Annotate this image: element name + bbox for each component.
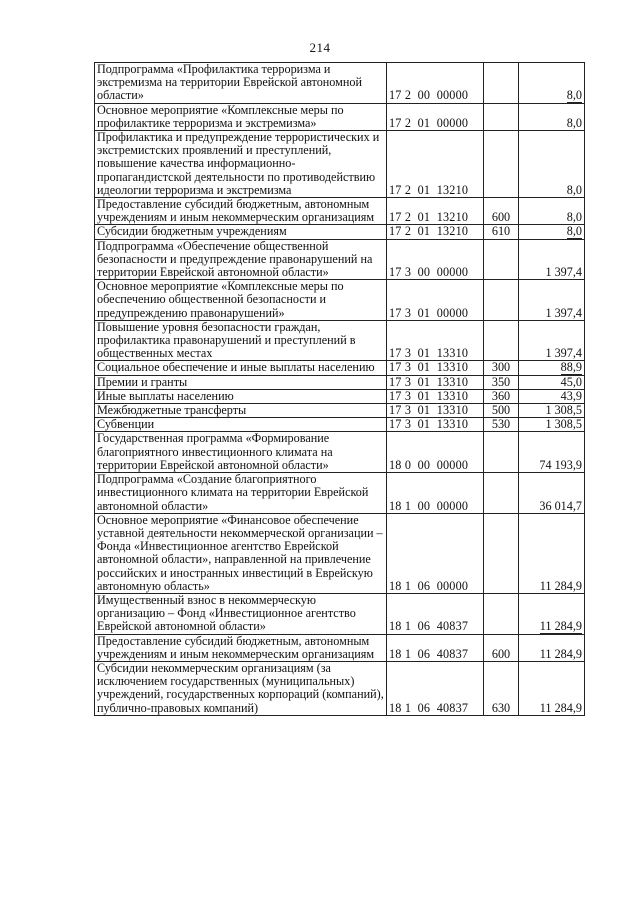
row-code-text: 17 2 01 00000 — [389, 115, 469, 130]
table-row — [95, 661, 585, 715]
row-name-cell — [95, 661, 387, 715]
row-amount-cell — [519, 63, 585, 104]
table-row — [95, 239, 585, 280]
row-expense-type-cell — [484, 361, 519, 375]
row-expense-type-cell — [484, 239, 519, 280]
row-amount-cell — [519, 131, 585, 198]
row-expense-type-cell — [484, 280, 519, 321]
row-code-cell — [387, 473, 484, 514]
row-name-cell — [95, 513, 387, 593]
row-amount-text: 11 284,9 — [539, 619, 582, 634]
row-code-cell — [387, 513, 484, 593]
row-code-cell — [387, 432, 484, 473]
row-amount-text: 1 397,4 — [545, 265, 582, 280]
row-code-text: 17 3 01 13310 — [389, 403, 469, 418]
row-amount-text: 8,0 — [566, 224, 582, 239]
row-amount-cell — [519, 103, 585, 130]
row-code-text: 17 2 01 13210 — [389, 210, 469, 225]
table-row — [95, 280, 585, 321]
page-number: 214 — [309, 40, 331, 55]
row-code-text: 17 3 01 13310 — [389, 360, 469, 375]
row-code-cell — [387, 280, 484, 321]
row-code-text: 17 3 01 13310 — [389, 346, 469, 361]
row-amount-cell — [519, 375, 585, 389]
row-expense-type-cell — [484, 404, 519, 418]
row-name-text: Подпрограмма «Создание благоприятного инвестиционного климата на территории Еврейской автономной области» — [97, 472, 369, 513]
table-row — [95, 103, 585, 130]
row-code-cell — [387, 225, 484, 239]
row-amount-text: 43,9 — [560, 388, 582, 403]
row-code-cell — [387, 63, 484, 104]
row-amount-cell — [519, 320, 585, 361]
table-row — [95, 389, 585, 403]
row-amount-cell — [519, 404, 585, 418]
row-name-cell — [95, 375, 387, 389]
row-amount-text: 74 193,9 — [539, 457, 582, 472]
table-row — [95, 131, 585, 198]
row-code-text: 17 3 01 13310 — [389, 417, 469, 432]
row-amount-cell — [519, 432, 585, 473]
row-expense-type-cell — [484, 103, 519, 130]
row-name-text: Повышение уровня безопасности граждан, профилактика правонарушений и преступлений в общественных местах — [97, 319, 356, 361]
row-name-cell — [95, 404, 387, 418]
row-name-text: Социальное обеспечение и иные выплаты населению — [97, 360, 375, 375]
row-name-text: Подпрограмма «Профилактика терроризма и экстремизма на территории Еврейской автономной области» — [97, 62, 363, 103]
row-amount-text: 11 284,9 — [539, 700, 582, 715]
row-code-cell — [387, 320, 484, 361]
row-name-text: Профилактика и предупреждение террористических и экстремистских проявлений и преступлений, повышение качества информационно-пропагандистской деятельности по противодействию идеологии терроризма и экстремизма — [97, 130, 380, 197]
row-name-cell — [95, 280, 387, 321]
table-row — [95, 513, 585, 593]
row-amount-cell — [519, 593, 585, 634]
row-expense-type-text: 600 — [491, 646, 511, 661]
row-expense-type-cell — [484, 661, 519, 715]
row-expense-type-text: 350 — [491, 374, 511, 389]
row-code-cell — [387, 103, 484, 130]
table-row — [95, 63, 585, 104]
row-code-text: 17 3 00 00000 — [389, 265, 469, 280]
row-amount-cell — [519, 389, 585, 403]
row-expense-type-cell — [484, 320, 519, 361]
row-code-text: 17 2 01 13210 — [389, 224, 469, 239]
row-name-cell — [95, 389, 387, 403]
row-code-text: 18 0 00 00000 — [389, 457, 469, 472]
row-code-cell — [387, 418, 484, 432]
row-code-text: 18 1 06 40837 — [389, 619, 469, 634]
row-name-text: Предоставление субсидий бюджетным, автономным учреждениям и иным некоммерческим организациям — [97, 633, 375, 661]
row-name-cell — [95, 198, 387, 225]
row-code-cell — [387, 593, 484, 634]
table-row — [95, 473, 585, 514]
row-amount-text: 8,0 — [566, 182, 582, 197]
table-row — [95, 593, 585, 634]
row-amount-text: 1 397,4 — [545, 305, 582, 320]
row-name-cell — [95, 432, 387, 473]
row-code-cell — [387, 404, 484, 418]
row-expense-type-cell — [484, 593, 519, 634]
row-expense-type-cell — [484, 375, 519, 389]
row-expense-type-cell — [484, 418, 519, 432]
table-row — [95, 225, 585, 239]
row-name-text: Премии и гранты — [97, 374, 188, 389]
row-name-text: Межбюджетные трансферты — [97, 403, 247, 418]
row-name-cell — [95, 239, 387, 280]
row-code-cell — [387, 198, 484, 225]
row-code-text: 18 1 06 40837 — [389, 700, 469, 715]
row-amount-text: 1 308,5 — [545, 417, 582, 432]
row-name-text: Основное мероприятие «Комплексные меры по профилактике терроризма и экстремизма» — [97, 102, 344, 130]
row-expense-type-text: 500 — [491, 403, 511, 418]
row-name-cell — [95, 473, 387, 514]
row-amount-text: 88,9 — [560, 360, 582, 375]
row-amount-text: 1 308,5 — [545, 403, 582, 418]
row-amount-text: 8,0 — [566, 210, 582, 225]
table-row — [95, 404, 585, 418]
table-row — [95, 198, 585, 225]
row-expense-type-text: 600 — [491, 210, 511, 225]
row-name-text: Предоставление субсидий бюджетным, автономным учреждениям и иным некоммерческим организациям — [97, 197, 375, 225]
row-amount-cell — [519, 225, 585, 239]
row-amount-cell — [519, 239, 585, 280]
row-amount-text: 1 397,4 — [545, 346, 582, 361]
row-name-text: Государственная программа «Формирование благоприятного инвестиционного климата на территории Еврейской автономной области» — [97, 431, 333, 472]
budget-table-body — [95, 63, 585, 716]
row-amount-text: 36 014,7 — [539, 498, 582, 513]
row-amount-cell — [519, 418, 585, 432]
row-expense-type-text: 630 — [491, 700, 511, 715]
row-amount-text: 45,0 — [560, 374, 582, 389]
table-row — [95, 432, 585, 473]
row-expense-type-text: 610 — [491, 224, 511, 239]
row-amount-text: 11 284,9 — [539, 578, 582, 593]
row-expense-type-cell — [484, 198, 519, 225]
row-name-cell — [95, 225, 387, 239]
row-name-text: Основное мероприятие «Комплексные меры по обеспечению общественной безопасности и предупреждению правонарушений» — [97, 279, 344, 320]
row-amount-cell — [519, 198, 585, 225]
row-name-cell — [95, 103, 387, 130]
row-expense-type-cell — [484, 513, 519, 593]
row-expense-type-cell — [484, 473, 519, 514]
row-name-cell — [95, 63, 387, 104]
row-expense-type-cell — [484, 432, 519, 473]
row-name-text: Иные выплаты населению — [97, 388, 234, 403]
row-name-text: Субсидии некоммерческим организациям (за исключением государственных (муниципальных) учреждений, государственных корпораций (компаний), публично-правовых компаний) — [97, 660, 384, 715]
row-expense-type-text: 360 — [491, 388, 511, 403]
row-amount-cell — [519, 634, 585, 661]
row-name-text: Субвенции — [97, 417, 155, 432]
row-amount-cell — [519, 361, 585, 375]
row-code-cell — [387, 361, 484, 375]
row-name-cell — [95, 418, 387, 432]
row-expense-type-text: 530 — [491, 417, 511, 432]
row-code-cell — [387, 634, 484, 661]
row-name-cell — [95, 634, 387, 661]
budget-table — [94, 62, 585, 716]
row-expense-type-cell — [484, 63, 519, 104]
row-expense-type-cell — [484, 389, 519, 403]
row-code-text: 18 1 06 00000 — [389, 578, 469, 593]
row-code-cell — [387, 375, 484, 389]
row-name-text: Субсидии бюджетным учреждениям — [97, 224, 287, 239]
row-expense-type-cell — [484, 131, 519, 198]
row-code-text: 17 2 01 13210 — [389, 182, 469, 197]
table-row — [95, 418, 585, 432]
row-name-text: Основное мероприятие «Финансовое обеспечение уставной деятельности некоммерческой организации – Фонда «Инвестиционное агентство Еврейской автономной области», направленной на привлечение российских и иностранных инвестиций в Еврейскую автономную область» — [97, 512, 383, 593]
row-code-text: 17 2 00 00000 — [389, 88, 469, 103]
row-name-text: Подпрограмма «Обеспечение общественной безопасности и предупреждение правонарушений на территории Еврейской автономной области» — [97, 238, 373, 280]
row-amount-cell — [519, 513, 585, 593]
row-code-text: 17 3 01 13310 — [389, 388, 469, 403]
row-code-cell — [387, 389, 484, 403]
row-name-cell — [95, 131, 387, 198]
table-row — [95, 320, 585, 361]
table-row — [95, 361, 585, 375]
row-code-cell — [387, 239, 484, 280]
row-amount-text: 8,0 — [566, 88, 582, 103]
row-code-cell — [387, 131, 484, 198]
row-code-text: 18 1 06 40837 — [389, 646, 469, 661]
table-row — [95, 375, 585, 389]
row-amount-cell — [519, 661, 585, 715]
row-name-cell — [95, 320, 387, 361]
row-code-text: 17 3 01 13310 — [389, 374, 469, 389]
row-name-cell — [95, 593, 387, 634]
table-row — [95, 634, 585, 661]
row-code-text: 18 1 00 00000 — [389, 498, 469, 513]
row-amount-cell — [519, 280, 585, 321]
row-expense-type-cell — [484, 225, 519, 239]
row-name-text: Имущественный взнос в некоммерческую организацию – Фонд «Инвестиционное агентство Еврейской автономной области» — [97, 592, 356, 634]
row-code-text: 17 3 01 00000 — [389, 305, 469, 320]
row-name-cell — [95, 361, 387, 375]
row-amount-text: 8,0 — [566, 115, 582, 130]
row-amount-text: 11 284,9 — [539, 646, 582, 661]
row-expense-type-cell — [484, 634, 519, 661]
row-code-cell — [387, 661, 484, 715]
row-amount-cell — [519, 473, 585, 514]
row-expense-type-text: 300 — [491, 360, 511, 375]
